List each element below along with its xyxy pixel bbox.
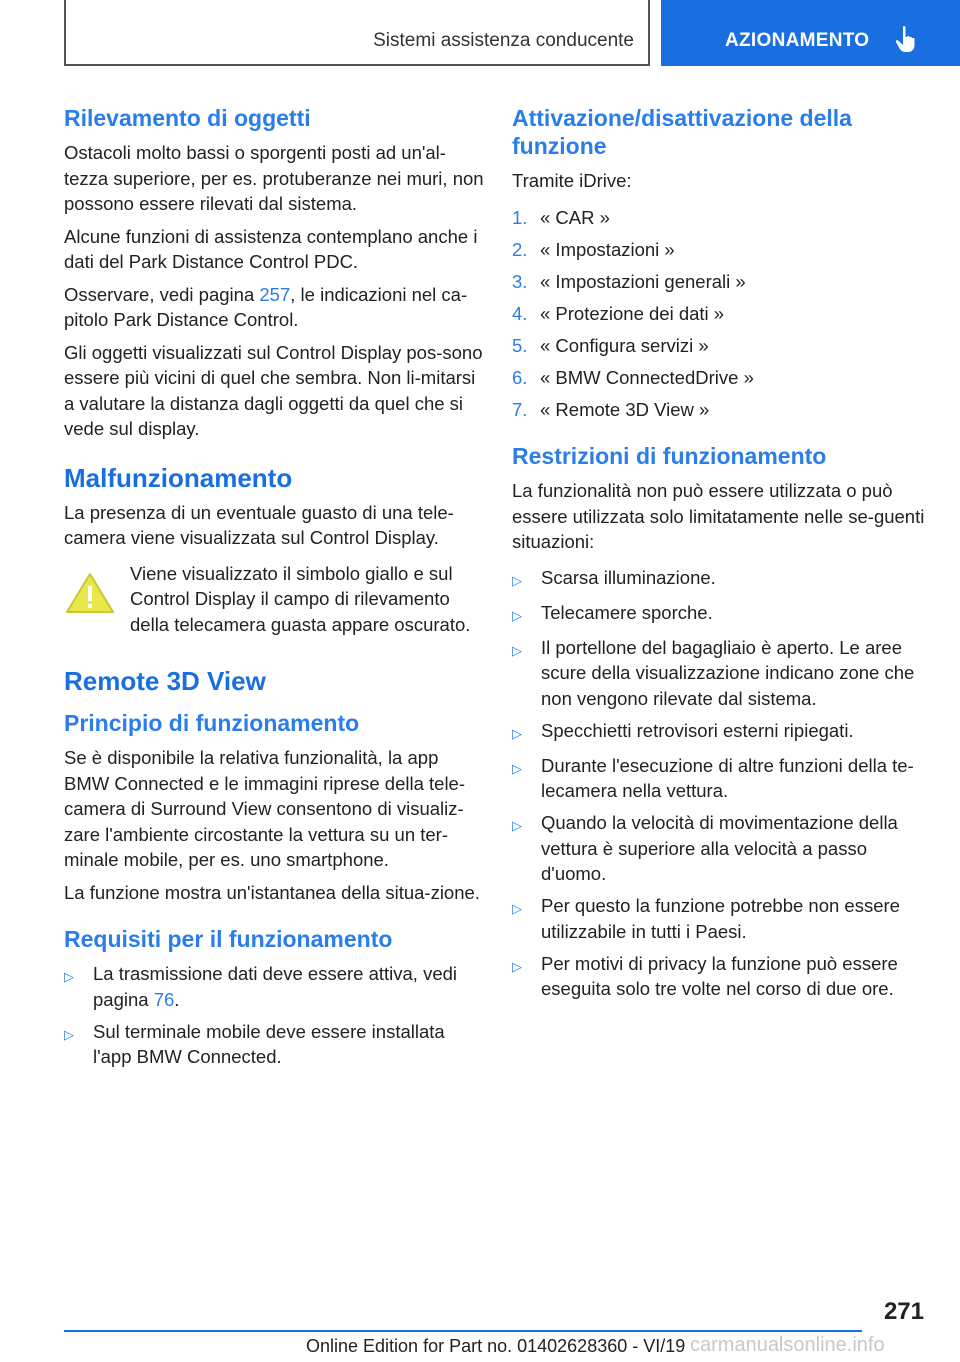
steps-list <box>512 205 927 423</box>
step-item: 5. « Configura servizi » <box>512 334 709 356</box>
footer-divider <box>64 1330 862 1332</box>
paragraph: Se è disponibile la relativa funzionalità, la app BMW Connected e le immagini riprese della tele-camera di Surround View consentono di visualiz-zare l'ambiente circostante la vettura su un ter-minale mobile, per es. uno smartphone. <box>64 747 466 870</box>
step-item: 2. « Impostazioni » <box>512 238 675 260</box>
triangle-bullet-icon: ▷ <box>64 1026 74 1042</box>
warning-note <box>64 561 484 638</box>
left-column <box>64 100 484 1076</box>
paragraph: Gli oggetti visualizzati sul Control Display pos-sono essere più vicini di quel che sembra. Non li-mitarsi a valutare la distanza dagli oggetti da quel che si vede sul display. <box>64 341 483 439</box>
header-chapter-title: AZIONAMENTO <box>725 30 870 51</box>
triangle-bullet-icon: ▷ <box>512 958 522 974</box>
step-item: 6. « BMW ConnectedDrive » <box>512 366 754 388</box>
page-link-76[interactable]: 76 <box>153 988 175 1010</box>
warning-triangle-icon <box>64 571 116 615</box>
warning-text: Viene visualizzato il simbolo giallo e sul Control Display il campo di rilevamento della telecamera guasta appare oscurato. <box>130 562 471 635</box>
list-item: ▷ Per questo la funzione potrebbe non essere utilizzabile in tutti i Paesi. <box>512 893 927 944</box>
requirements-list <box>64 961 484 1070</box>
paragraph: Ostacoli molto bassi o sporgenti posti ad un'al-tezza superiore, per es. protuberanze nei muri, non possono essere rilevati dal sistema. <box>64 142 484 214</box>
section-title-operating-principle: Principio di funzionamento <box>64 710 360 736</box>
list-item: ▷ La trasmissione dati deve essere attiva, vedi pagina 76. <box>64 961 484 1012</box>
paragraph: La funzionalità non può essere utilizzata o può essere utilizzata solo limitatamente nelle se-guenti situazioni: <box>512 480 925 552</box>
paragraph: La presenza di un eventuale guasto di una tele-camera viene visualizzata sul Control Display. <box>64 501 454 548</box>
list-item: ▷ Scarsa illuminazione. <box>512 565 927 594</box>
paragraph: Tramite iDrive: <box>512 170 632 191</box>
triangle-bullet-icon: ▷ <box>512 607 522 623</box>
page-link-257[interactable]: 257 <box>259 283 291 305</box>
footer-watermark: carmanualsonline.info <box>690 1334 885 1356</box>
paragraph: Alcune funzioni di assistenza contemplano anche i dati del Park Distance Control PDC. <box>64 225 478 272</box>
section-title-remote-3d-view: Remote 3D View <box>64 666 266 696</box>
text-run: , le indicazioni nel ca-pitolo Park Distance Control. <box>64 283 468 330</box>
section-title-requirements: Requisiti per il funzionamento <box>64 926 393 952</box>
header-section-box <box>64 0 650 66</box>
section-title-malfunction: Malfunzionamento <box>64 462 293 493</box>
triangle-bullet-icon: ▷ <box>512 760 522 776</box>
step-item: 4. « Protezione dei dati » <box>512 302 725 324</box>
triangle-bullet-icon: ▷ <box>512 818 522 833</box>
page-number: 271 <box>883 1298 924 1325</box>
triangle-bullet-icon: ▷ <box>512 572 522 588</box>
list-item: ▷ Quando la velocità di movimentazione della vettura è superiore alla velocità a passo d'uomo. <box>512 810 927 887</box>
section-title-object-detection: Rilevamento di oggetti <box>64 105 311 131</box>
hand-pointer-icon <box>894 25 920 53</box>
triangle-bullet-icon: ▷ <box>64 969 74 984</box>
restrictions-list <box>512 565 927 1002</box>
right-column <box>512 100 927 1008</box>
header-chapter-tab <box>661 0 960 66</box>
list-item: ▷ Il portellone del bagagliaio è aperto. Le aree scure della visualizzazione indicano zone che non vengono rilevate dal sistema. <box>512 635 927 712</box>
section-title-activation: Attivazione/disattivazione della funzione <box>512 105 852 159</box>
paragraph <box>64 282 484 333</box>
list-item: ▷ Per motivi di privacy la funzione può essere eseguita solo tre volte nel corso di due ore. <box>512 951 927 1002</box>
list-item: ▷ Sul terminale mobile deve essere installata l'app BMW Connected. <box>64 1019 484 1070</box>
step-item: 7. « Remote 3D View » <box>512 398 710 420</box>
paragraph: La funzione mostra un'istantanea della situa-zione. <box>64 881 480 903</box>
triangle-bullet-icon: ▷ <box>512 642 522 658</box>
list-item: ▷ Durante l'esecuzione di altre funzioni della te-lecamera nella vettura. <box>512 753 927 804</box>
step-item: 3. « Impostazioni generali » <box>512 270 746 292</box>
section-title-restrictions: Restrizioni di funzionamento <box>512 443 827 469</box>
list-item: ▷ Telecamere sporche. <box>512 600 927 629</box>
text-run: Osservare, vedi pagina <box>64 283 260 305</box>
list-item: ▷ Specchietti retrovisori esterni ripiegati. <box>512 718 927 747</box>
header-section-title: Sistemi assistenza conducente <box>373 30 634 51</box>
triangle-bullet-icon: ▷ <box>512 725 522 741</box>
step-item: 1. « CAR » <box>512 206 610 228</box>
triangle-bullet-icon: ▷ <box>512 901 522 916</box>
footer-edition: Online Edition for Part no. 01402628360 - VI/19 <box>306 1336 686 1356</box>
